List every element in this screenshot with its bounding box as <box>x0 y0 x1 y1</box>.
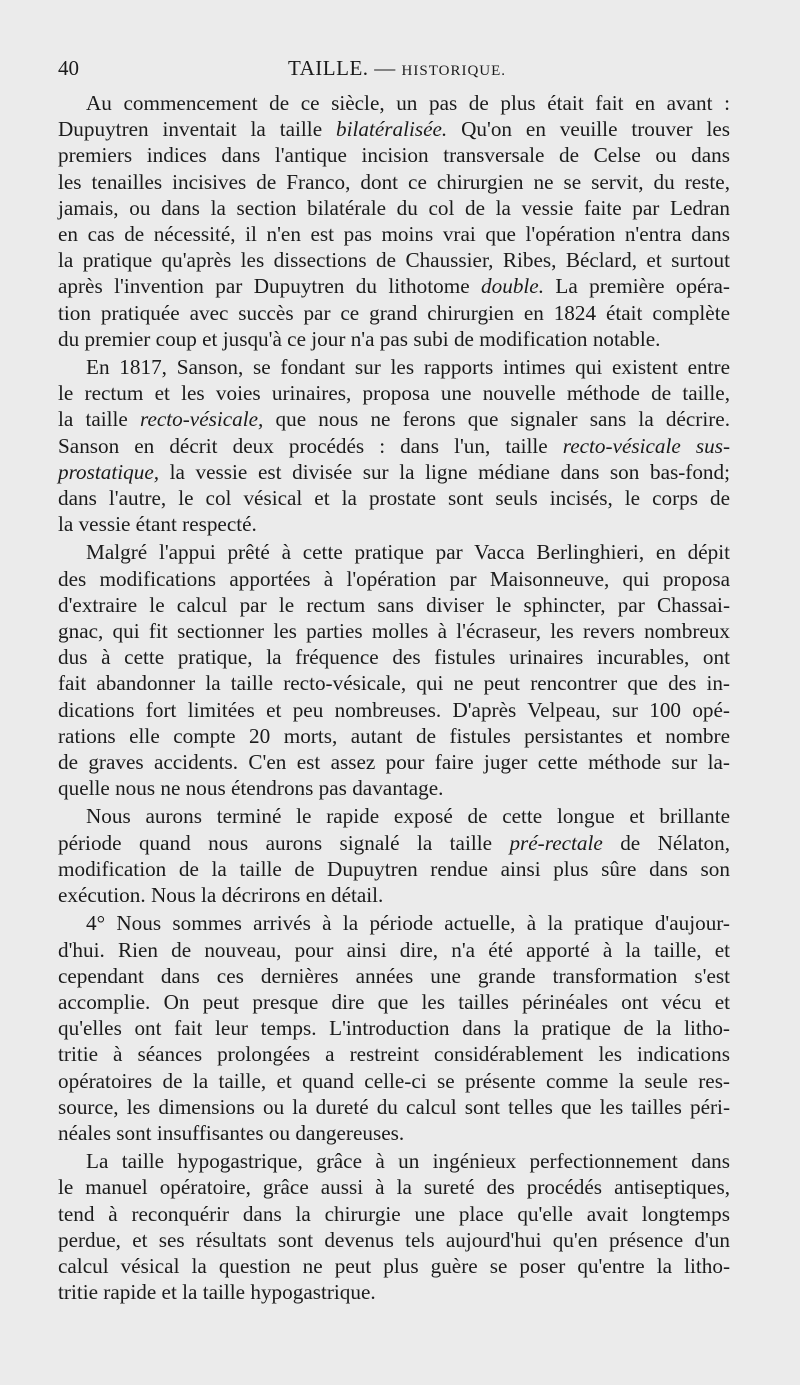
text-line: 4° Nous sommes arrivés à la période actuelle, à la pratique d'aujour- <box>86 911 730 936</box>
text-line: la vessie étant respecté. <box>58 512 257 537</box>
paragraph <box>58 354 730 537</box>
text-line: dications fort limitées et peu nombreuses. D'après Velpeau, sur 100 opé- <box>58 697 730 722</box>
text-line: le rectum et les voies urinaires, proposa une nouvelle méthode de taille, <box>58 381 730 406</box>
text-line: Sanson en décrit deux procédés : dans l'un, taille recto-vésicale sus- <box>58 433 730 458</box>
text-line: qu'elles ont fait leur temps. L'introduction dans la pratique de la litho- <box>58 1016 730 1041</box>
text-line: les tenailles incisives de Franco, dont ce chirurgien ne se servit, du reste, <box>58 169 730 194</box>
text-line: tritie à séances prolongées a restreint considérablement les indications <box>58 1042 730 1067</box>
text-line: perdue, et ses résultats sont devenus tels aujourd'hui qu'en présence d'un <box>58 1227 730 1252</box>
running-subtitle: HISTORIQUE. <box>401 63 507 79</box>
paragraph <box>58 1148 730 1305</box>
paragraph <box>58 910 730 1146</box>
text-line: La taille hypogastrique, grâce à un ingénieux perfectionnement dans <box>86 1149 730 1174</box>
text-line: d'extraire le calcul par le rectum sans diviser le sphincter, par Chassai- <box>58 592 730 617</box>
running-separator: — <box>374 56 396 80</box>
text-line: de graves accidents. C'en est assez pour faire juger cette méthode sur la- <box>58 750 730 775</box>
text-line: En 1817, Sanson, se fondant sur les rapports intimes qui existent entre <box>86 355 730 380</box>
text-line: période quand nous aurons signalé la taille pré-rectale de Nélaton, <box>58 830 730 855</box>
text-line: en cas de nécessité, il n'en est pas moins vrai que l'opération n'entra dans <box>58 222 730 247</box>
text-line: premiers indices dans l'antique incision transversale de Celse ou dans <box>58 143 730 168</box>
text-line: cependant dans ces dernières années une grande transformation s'est <box>58 963 730 988</box>
text-line: rations elle compte 20 morts, autant de fistules persistantes et nombre <box>58 723 730 748</box>
text-line: exécution. Nous la décrirons en détail. <box>58 883 384 908</box>
text-line: des modifications apportées à l'opération par Maisonneuve, qui proposa <box>58 566 730 591</box>
text-line: modification de la taille de Dupuytren rendue ainsi plus sûre dans son <box>58 856 730 881</box>
paragraph <box>58 90 730 352</box>
text-line: néales sont insuffisantes ou dangereuses. <box>58 1120 405 1145</box>
text-line: la taille recto-vésicale, que nous ne ferons que signaler sans la décrire. <box>58 407 730 432</box>
text-line: opératoires de la taille, et quand celle-ci se présente comme la seule res- <box>58 1068 730 1093</box>
text-line: la pratique qu'après les dissections de Chaussier, Ribes, Béclard, et surtout <box>58 248 730 273</box>
text-line: calcul vésical la question ne peut plus guère se poser qu'entre la litho- <box>58 1253 730 1278</box>
running-head <box>288 56 506 81</box>
text-line: Au commencement de ce siècle, un pas de plus était fait en avant : <box>86 91 730 115</box>
running-title: TAILLE. <box>288 56 369 80</box>
text-line: tritie rapide et la taille hypogastrique. <box>58 1280 376 1305</box>
text-line: quelle nous ne nous étendrons pas davantage. <box>58 776 444 801</box>
text-line: prostatique, la vessie est divisée sur la ligne médiane dans son bas-fond; <box>58 459 730 484</box>
text-line: jamais, ou dans la section bilatérale du col de la vessie faite par Ledran <box>58 195 730 220</box>
page-header <box>58 56 728 86</box>
text-line: du premier coup et jusqu'à ce jour n'a pas subi de modification notable. <box>58 326 661 351</box>
text-line: tion pratiquée avec succès par ce grand chirurgien en 1824 était complète <box>58 300 730 325</box>
text-line: tend à reconquérir dans la chirurgie une place qu'elle avait longtemps <box>58 1201 730 1226</box>
text-line: dans l'autre, le col vésical et la prostate sont seuls incisés, le corps de <box>58 486 730 511</box>
text-line: gnac, qui fit sectionner les parties molles à l'écraseur, les revers nombreux <box>58 619 730 644</box>
text-line: Malgré l'appui prêté à cette pratique par Vacca Berlinghieri, en dépit <box>86 540 730 565</box>
paragraph <box>58 803 730 908</box>
page-number: 40 <box>58 56 79 80</box>
text-line: fait abandonner la taille recto-vésicale, qui ne peut rencontrer que des in- <box>58 671 730 696</box>
body-text <box>58 90 730 1307</box>
text-line: Nous aurons terminé le rapide exposé de cette longue et brillante <box>86 804 730 829</box>
text-line: d'hui. Rien de nouveau, pour ainsi dire, n'a été apporté à la taille, et <box>58 937 730 962</box>
text-line: le manuel opératoire, grâce aussi à la sureté des procédés antiseptiques, <box>58 1175 730 1200</box>
text-line: après l'invention par Dupuytren du lithotome double. La première opéra- <box>58 274 730 299</box>
text-line: dus à cette pratique, la fréquence des fistules urinaires incurables, ont <box>58 645 730 670</box>
paragraph <box>58 539 730 801</box>
text-line: Dupuytren inventait la taille bilatéralisée. Qu'on en veuille trouver les <box>58 117 730 142</box>
text-line: accomplie. On peut presque dire que les tailles périnéales ont vécu et <box>58 989 730 1014</box>
text-line: source, les dimensions ou la dureté du calcul sont telles que les tailles péri- <box>58 1094 730 1119</box>
